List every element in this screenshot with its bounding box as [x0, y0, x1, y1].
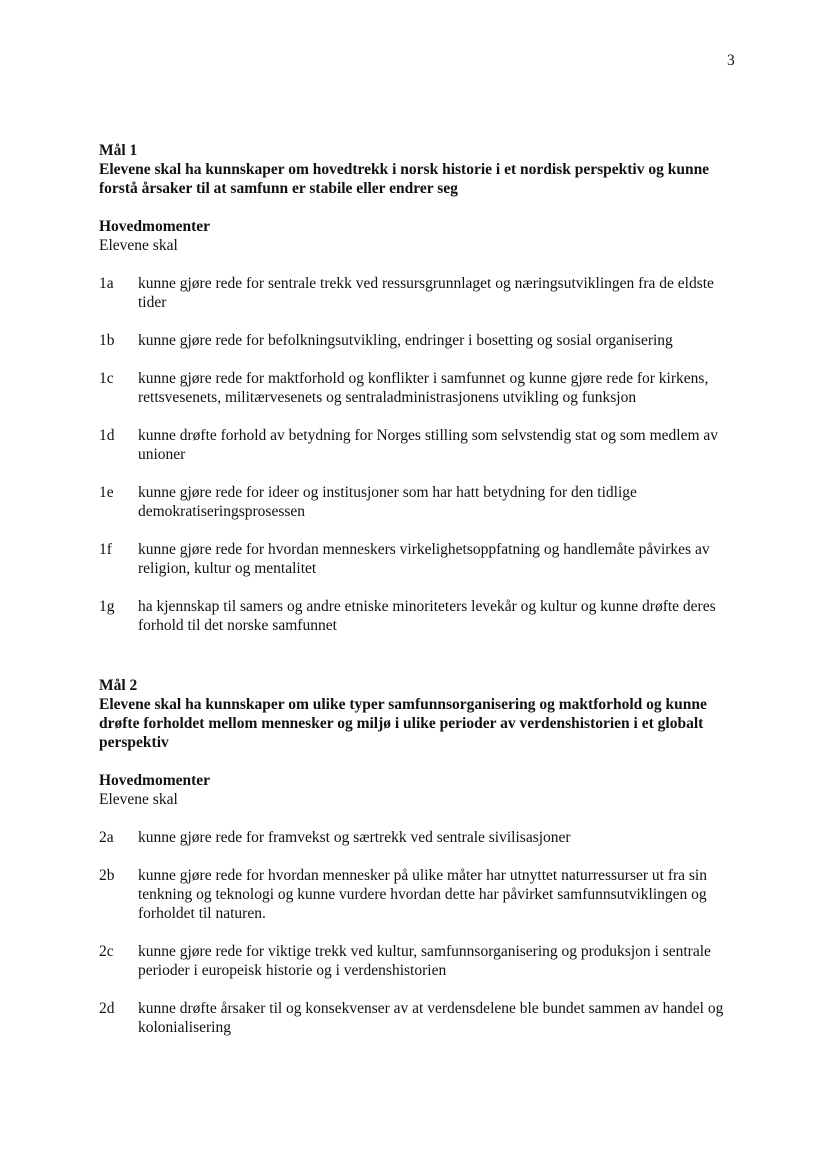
main-points-heading: Hovedmomenter	[99, 772, 211, 789]
objective-text: kunne gjøre rede for viktige trekk ved kultur, samfunnsorganisering og produksjon i sentrale perioder i europeisk historie og i verdenshistorien	[138, 943, 711, 979]
objective-text: kunne gjøre rede for framvekst og særtrekk ved sentrale sivilisasjoner	[138, 829, 571, 846]
goal-title: Mål 1	[99, 142, 138, 159]
objective-text: ha kjennskap til samers og andre etniske minoriteters levekår og kultur og kunne drøfte deres forhold til det norske samfunnet	[138, 598, 716, 634]
objective-list	[99, 828, 739, 1037]
objective-item	[99, 597, 739, 635]
objective-code: 1e	[99, 484, 114, 501]
students-intro: Elevene skal	[99, 237, 178, 254]
objective-text: kunne gjøre rede for hvordan menneskers virkelighetsoppfatning og handlemåte påvirkes av religion, kultur og mentalitet	[138, 541, 710, 577]
objective-text: kunne gjøre rede for hvordan mennesker på ulike måter har utnyttet naturressurser ut fra sin tenkning og teknologi og kunne vurdere hvordan dette har påvirket samfunnsutviklingen og forholdet til naturen.	[138, 867, 707, 922]
objective-code: 1a	[99, 275, 114, 292]
goal-section-2	[99, 676, 739, 1056]
objective-code: 1c	[99, 370, 114, 387]
goal-title: Mål 2	[99, 677, 138, 694]
objective-item	[99, 999, 739, 1037]
objective-code: 2d	[99, 1000, 115, 1017]
goal-description: Elevene skal ha kunnskaper om hovedtrekk i norsk historie i et nordisk perspektiv og kunne forstå årsaker til at samfunn er stabile eller endrer seg	[99, 161, 710, 197]
objective-code: 2c	[99, 943, 114, 960]
page-number: 3	[727, 52, 735, 69]
objective-item	[99, 828, 739, 847]
goal-section-1	[99, 141, 739, 654]
objective-text: kunne gjøre rede for befolkningsutvikling, endringer i bosetting og sosial organisering	[138, 332, 673, 349]
objective-item	[99, 540, 739, 578]
main-points-block	[99, 217, 739, 255]
objective-list	[99, 274, 739, 635]
students-intro: Elevene skal	[99, 791, 178, 808]
objective-text: kunne gjøre rede for sentrale trekk ved ressursgrunnlaget og næringsutviklingen fra de eldste tider	[138, 275, 714, 311]
objective-code: 1f	[99, 541, 112, 558]
objective-text: kunne drøfte forhold av betydning for Norges stilling som selvstendig stat og som medlem av unioner	[138, 427, 719, 463]
objective-item	[99, 942, 739, 980]
objective-item	[99, 866, 739, 923]
objective-item	[99, 483, 739, 521]
objective-text: kunne gjøre rede for maktforhold og konflikter i samfunnet og kunne gjøre rede for kirkens, rettsvesenets, militærvesenets og sentraladministrasjonens utvikling og funksjon	[138, 370, 709, 406]
objective-text: kunne gjøre rede for ideer og institusjoner som har hatt betydning for den tidlige demokratiseringsprosessen	[138, 484, 637, 520]
main-points-heading: Hovedmomenter	[99, 218, 211, 235]
main-points-block	[99, 771, 739, 809]
objective-item	[99, 369, 739, 407]
objective-item	[99, 426, 739, 464]
objective-text: kunne drøfte årsaker til og konsekvenser av at verdensdelene ble bundet sammen av handel og kolonialisering	[138, 1000, 724, 1036]
goal-description: Elevene skal ha kunnskaper om ulike typer samfunnsorganisering og maktforhold og kunne drøfte forholdet mellom mennesker og miljø i ulike perioder av verdenshistorien i et globalt perspektiv	[99, 696, 707, 751]
objective-code: 1d	[99, 427, 115, 444]
objective-code: 2b	[99, 867, 115, 884]
objective-code: 1b	[99, 332, 115, 349]
objective-item	[99, 274, 739, 312]
objective-code: 1g	[99, 598, 115, 615]
objective-item	[99, 331, 739, 350]
objective-code: 2a	[99, 829, 114, 846]
